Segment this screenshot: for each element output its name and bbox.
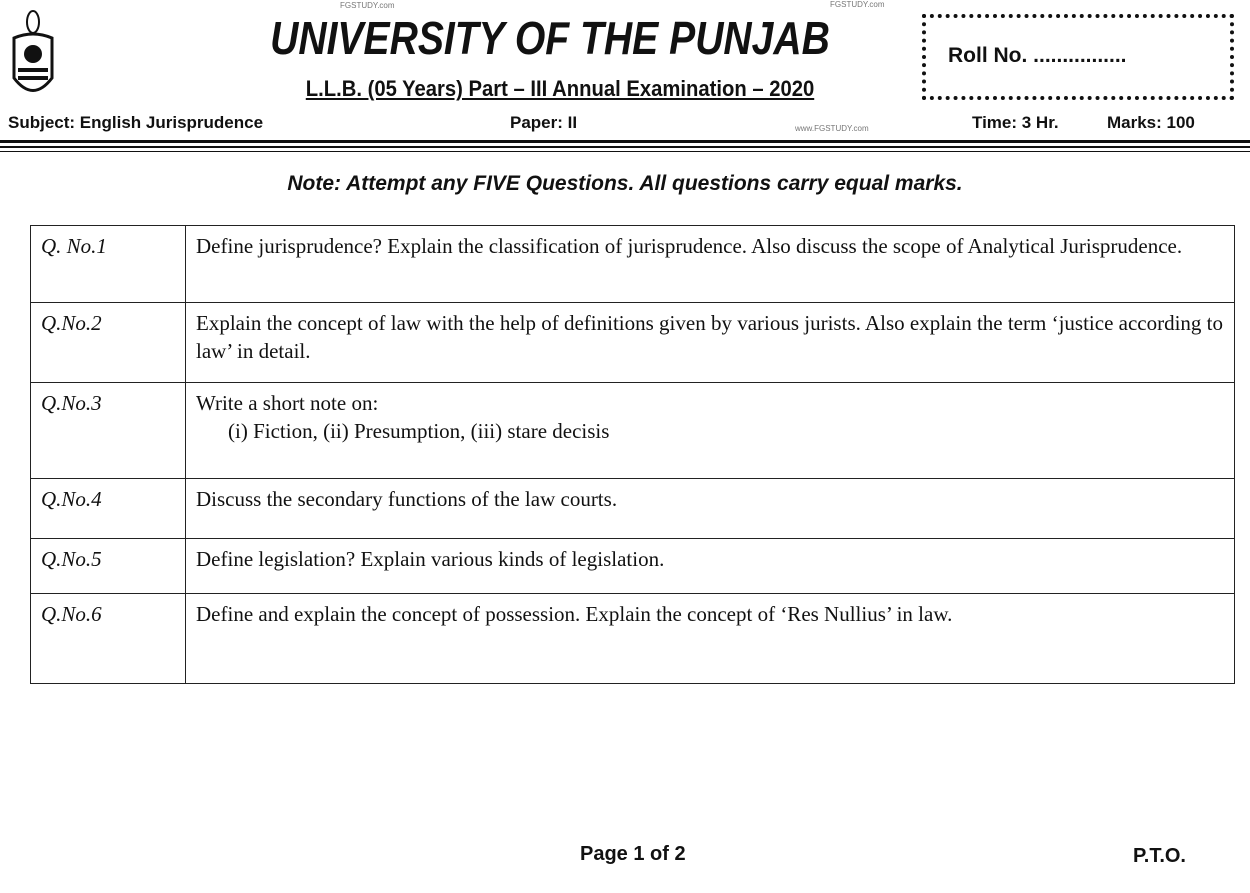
question-row [31,539,1235,594]
question-number: Q.No.6 [31,594,186,684]
question-text: Discuss the secondary functions of the law courts. [186,479,1235,539]
question-text: Explain the concept of law with the help of definitions given by various jurists. Also explain the term ‘justice according to law’ in detail. [186,303,1235,383]
question-text: Write a short note on: [196,391,379,415]
question-row [31,303,1235,383]
exam-title: L.L.B. (05 Years) Part – III Annual Examination – 2020 [305,76,815,101]
question-text: Define jurisprudence? Explain the classification of jurisprudence. Also discuss the scope of Analytical Jurisprudence. [186,226,1235,303]
question-text: Define and explain the concept of possession. Explain the concept of ‘Res Nullius’ in law. [186,594,1235,684]
roll-number-label: Roll No. ................ [948,44,1127,67]
marks: Marks: 100 [1107,113,1195,132]
subject: Subject: English Jurisprudence [8,113,264,132]
question-subparts: (i) Fiction, (ii) Presumption, (iii) stare decisis [228,419,610,443]
divider [0,140,1250,143]
watermark: FGSTUDY.com [830,0,885,9]
question-row [31,479,1235,539]
question-number: Q. No.1 [31,226,186,303]
questions-table [30,225,1235,684]
instructions-note: Note: Attempt any FIVE Questions. All questions carry equal marks. [287,172,963,195]
divider [0,146,1250,148]
question-row [31,226,1235,303]
watermark: FGSTUDY.com [340,1,395,10]
university-title: UNIVERSITY OF THE PUNJAB [270,12,830,64]
question-number: Q.No.5 [31,539,186,594]
question-number: Q.No.4 [31,479,186,539]
watermark: www.FGSTUDY.com [795,124,869,133]
divider [0,151,1250,152]
question-row [31,594,1235,684]
question-number: Q.No.2 [31,303,186,383]
question-row [31,383,1235,479]
page-number: Page 1 of 2 [580,843,686,865]
university-crest-logo [8,8,58,103]
time: Time: 3 Hr. [972,113,1059,132]
question-text: Define legislation? Explain various kinds of legislation. [186,539,1235,594]
question-number: Q.No.3 [31,383,186,479]
paper: Paper: II [510,113,578,132]
please-turn-over: P.T.O. [1133,845,1186,867]
roll-number-box [922,14,1234,100]
